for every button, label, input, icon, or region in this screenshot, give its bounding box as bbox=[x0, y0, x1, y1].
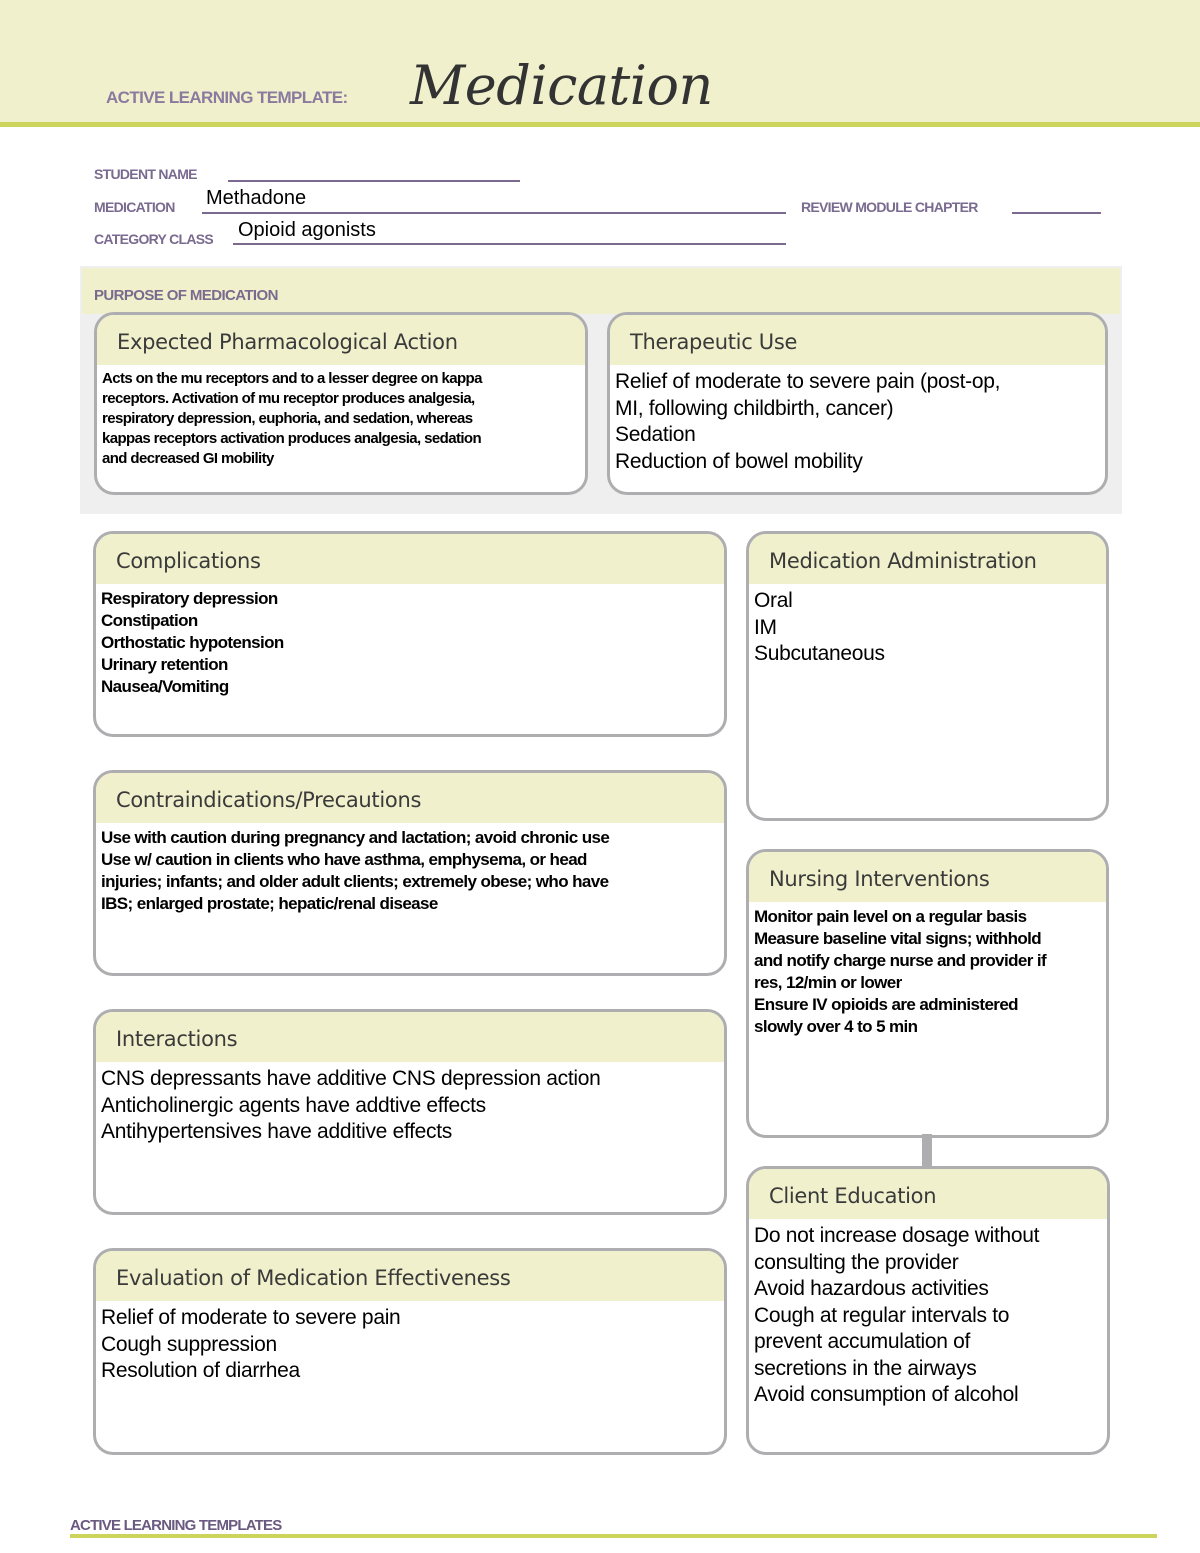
footer-rule bbox=[70, 1534, 1157, 1538]
content-line: Anticholinergic agents have addtive effects bbox=[101, 1093, 486, 1117]
contraindications-content[interactable] bbox=[96, 823, 724, 915]
section-connector bbox=[922, 1134, 932, 1168]
content-line: kappas receptors activation produces analgesia, sedation bbox=[102, 430, 482, 447]
content-line: MI, following childbirth, cancer) bbox=[615, 396, 894, 420]
content-line: Respiratory depression bbox=[101, 589, 278, 608]
client-education-title: Client Education bbox=[769, 1184, 937, 1208]
nursing-interventions-header bbox=[749, 852, 1106, 902]
content-line: Do not increase dosage without bbox=[754, 1224, 1040, 1247]
medication-label: MEDICATION bbox=[94, 199, 175, 215]
expected-action-title: Expected Pharmacological Action bbox=[117, 330, 458, 354]
nursing-interventions-title: Nursing Interventions bbox=[769, 867, 990, 891]
content-line: IM bbox=[754, 615, 777, 639]
content-line: Relief of moderate to severe pain bbox=[101, 1306, 401, 1329]
content-line: prevent accumulation of bbox=[754, 1330, 971, 1353]
therapeutic-use-header bbox=[610, 315, 1105, 365]
medication-administration-header bbox=[749, 534, 1106, 584]
content-line: Orthostatic hypotension bbox=[101, 633, 284, 652]
content-line: and decreased GI mobility bbox=[102, 450, 274, 467]
interactions-box bbox=[93, 1009, 727, 1215]
content-line: Reduction of bowel mobility bbox=[615, 449, 863, 473]
content-line: respiratory depression, euphoria, and sedation, whereas bbox=[102, 410, 473, 427]
content-line: Constipation bbox=[101, 611, 198, 630]
client-education-content[interactable] bbox=[749, 1219, 1107, 1409]
client-education-header bbox=[749, 1169, 1107, 1219]
expected-action-box bbox=[94, 312, 588, 495]
content-line: Monitor pain level on a regular basis bbox=[754, 907, 1027, 926]
page-title: Medication bbox=[410, 54, 713, 117]
evaluation-header bbox=[96, 1251, 724, 1301]
complications-content[interactable] bbox=[96, 584, 724, 698]
expected-action-header bbox=[97, 315, 585, 365]
expected-action-content[interactable] bbox=[97, 365, 585, 469]
nursing-interventions-content[interactable] bbox=[749, 902, 1106, 1038]
content-line: Avoid consumption of alcohol bbox=[754, 1383, 1019, 1406]
review-module-chapter-label: REVIEW MODULE CHAPTER bbox=[801, 199, 978, 215]
evaluation-title: Evaluation of Medication Effectiveness bbox=[116, 1266, 511, 1290]
medication-administration-title: Medication Administration bbox=[769, 549, 1037, 573]
content-line: Cough suppression bbox=[101, 1332, 277, 1356]
contraindications-header bbox=[96, 773, 724, 823]
contraindications-title: Contraindications/Precautions bbox=[116, 788, 422, 812]
review-module-chapter-field[interactable] bbox=[1012, 212, 1101, 214]
medication-value: Methadone bbox=[206, 187, 307, 209]
content-line: and notify charge nurse and provider if bbox=[754, 951, 1047, 970]
complications-title: Complications bbox=[116, 549, 261, 573]
interactions-header bbox=[96, 1012, 724, 1062]
content-line: Use with caution during pregnancy and lactation; avoid chronic use bbox=[101, 828, 610, 847]
student-name-label: STUDENT NAME bbox=[94, 166, 197, 182]
medication-administration-box bbox=[746, 531, 1109, 821]
content-line: Acts on the mu receptors and to a lesser degree on kappa bbox=[102, 370, 482, 387]
content-line: receptors. Activation of mu receptor produces analgesia, bbox=[102, 390, 475, 407]
content-line: Resolution of diarrhea bbox=[101, 1359, 300, 1382]
content-line: slowly over 4 to 5 min bbox=[754, 1017, 918, 1036]
medication-administration-content[interactable] bbox=[749, 584, 1106, 668]
content-line: Subcutaneous bbox=[754, 642, 885, 665]
medication-field[interactable] bbox=[202, 212, 786, 214]
therapeutic-use-content[interactable] bbox=[610, 365, 1105, 475]
purpose-label: PURPOSE OF MEDICATION bbox=[94, 287, 278, 304]
content-line: res, 12/min or lower bbox=[754, 973, 902, 992]
client-education-box bbox=[746, 1166, 1110, 1455]
content-line: Relief of moderate to severe pain (post-op, bbox=[615, 370, 1001, 393]
evaluation-box bbox=[93, 1248, 727, 1455]
category-class-field[interactable] bbox=[233, 243, 786, 245]
content-line: Sedation bbox=[615, 423, 696, 446]
content-line: Antihypertensives have additive effects bbox=[101, 1120, 452, 1143]
category-class-label: CATEGORY CLASS bbox=[94, 231, 214, 247]
interactions-title: Interactions bbox=[116, 1027, 238, 1051]
content-line: Nausea/Vomiting bbox=[101, 677, 229, 696]
content-line: CNS depressants have additive CNS depression action bbox=[101, 1067, 601, 1090]
therapeutic-use-box bbox=[607, 312, 1108, 495]
header-rule bbox=[0, 122, 1200, 127]
evaluation-content[interactable] bbox=[96, 1301, 724, 1385]
footer-label: ACTIVE LEARNING TEMPLATES bbox=[70, 1517, 282, 1534]
content-line: Oral bbox=[754, 589, 793, 612]
complications-header bbox=[96, 534, 724, 584]
content-line: injuries; infants; and older adult clients; extremely obese; who have bbox=[101, 872, 609, 891]
content-line: Avoid hazardous activities bbox=[754, 1277, 989, 1300]
nursing-interventions-box bbox=[746, 849, 1109, 1138]
content-line: Cough at regular intervals to bbox=[754, 1303, 1010, 1327]
template-label: ACTIVE LEARNING TEMPLATE: bbox=[106, 88, 348, 107]
student-name-field[interactable] bbox=[228, 180, 520, 182]
content-line: Use w/ caution in clients who have asthma, emphysema, or head bbox=[101, 850, 587, 869]
content-line: consulting the provider bbox=[754, 1250, 959, 1274]
content-line: Ensure IV opioids are administered bbox=[754, 995, 1018, 1014]
therapeutic-use-title: Therapeutic Use bbox=[630, 330, 798, 354]
content-line: Urinary retention bbox=[101, 655, 228, 674]
content-line: Measure baseline vital signs; withhold bbox=[754, 929, 1042, 948]
content-line: IBS; enlarged prostate; hepatic/renal disease bbox=[101, 894, 438, 913]
category-class-value: Opioid agonists bbox=[238, 219, 376, 241]
content-line: secretions in the airways bbox=[754, 1356, 977, 1380]
interactions-content[interactable] bbox=[96, 1062, 724, 1146]
complications-box bbox=[93, 531, 727, 737]
contraindications-box bbox=[93, 770, 727, 976]
